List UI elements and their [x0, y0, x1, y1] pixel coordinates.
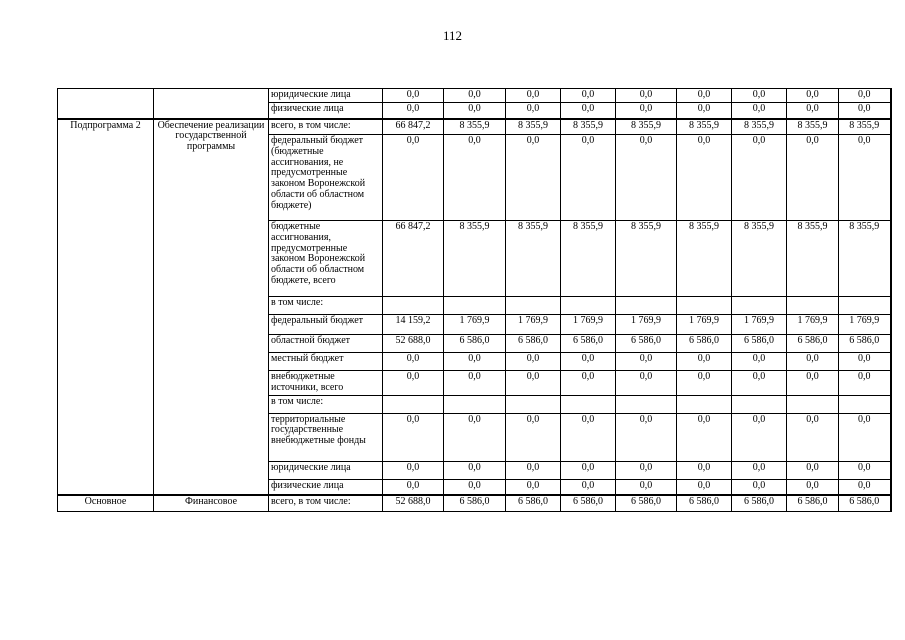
amount-cell: 0,0	[561, 353, 616, 371]
amount-cell: 6 586,0	[616, 495, 677, 511]
amount-cell: 6 586,0	[787, 495, 839, 511]
amount-cell: 0,0	[383, 461, 444, 479]
funding-source-label: всего, в том числе:	[269, 119, 383, 135]
amount-cell: 6 586,0	[839, 335, 891, 353]
amount-cell: 0,0	[444, 371, 506, 396]
amount-cell: 66 847,2	[383, 221, 444, 297]
amount-cell: 0,0	[732, 89, 787, 103]
funding-source-label: всего, в том числе:	[269, 495, 383, 511]
amount-cell: 0,0	[616, 371, 677, 396]
amount-cell: 0,0	[616, 461, 677, 479]
amount-cell: 0,0	[787, 461, 839, 479]
funding-source-label: федеральный бюджет (бюджетные ассигнования, не предусмотренные законом Воронежской области об областном бюджете)	[269, 135, 383, 221]
amount-cell: 1 769,9	[732, 315, 787, 335]
subprogram-name-cell: Обеспечение реализации государственной программы	[154, 119, 269, 496]
amount-cell: 0,0	[732, 461, 787, 479]
amount-cell: 0,0	[677, 413, 732, 461]
amount-cell: 8 355,9	[839, 221, 891, 297]
amount-cell: 0,0	[616, 479, 677, 495]
empty-cell	[154, 89, 269, 119]
amount-cell: 8 355,9	[732, 119, 787, 135]
amount-cell: 1 769,9	[444, 315, 506, 335]
amount-cell: 8 355,9	[616, 119, 677, 135]
amount-cell: 0,0	[561, 461, 616, 479]
amount-cell	[616, 297, 677, 315]
funding-source-label: юридические лица	[269, 89, 383, 103]
page-number: 112	[442, 28, 463, 43]
amount-cell	[787, 395, 839, 413]
amount-cell: 0,0	[561, 413, 616, 461]
amount-cell: 0,0	[561, 371, 616, 396]
amount-cell: 0,0	[839, 103, 891, 119]
amount-cell: 0,0	[383, 413, 444, 461]
amount-cell: 0,0	[561, 89, 616, 103]
amount-cell: 8 355,9	[677, 119, 732, 135]
amount-cell: 0,0	[383, 89, 444, 103]
amount-cell: 6 586,0	[787, 335, 839, 353]
funding-source-label: федеральный бюджет	[269, 315, 383, 335]
amount-cell: 6 586,0	[444, 335, 506, 353]
amount-cell: 6 586,0	[561, 495, 616, 511]
amount-cell: 0,0	[839, 89, 891, 103]
amount-cell: 1 769,9	[787, 315, 839, 335]
amount-cell: 0,0	[383, 371, 444, 396]
amount-cell: 6 586,0	[839, 495, 891, 511]
funding-source-label: физические лица	[269, 479, 383, 495]
amount-cell	[839, 297, 891, 315]
amount-cell: 0,0	[616, 135, 677, 221]
amount-cell: 0,0	[732, 371, 787, 396]
amount-cell: 1 769,9	[561, 315, 616, 335]
amount-cell: 8 355,9	[561, 221, 616, 297]
event-status-cell: Основное	[58, 495, 154, 511]
amount-cell: 0,0	[677, 371, 732, 396]
amount-cell: 66 847,2	[383, 119, 444, 135]
amount-cell: 0,0	[506, 479, 561, 495]
amount-cell: 8 355,9	[839, 119, 891, 135]
amount-cell: 0,0	[383, 135, 444, 221]
amount-cell: 8 355,9	[787, 119, 839, 135]
amount-cell: 0,0	[677, 89, 732, 103]
amount-cell: 0,0	[506, 89, 561, 103]
amount-cell: 0,0	[616, 353, 677, 371]
amount-cell: 1 769,9	[839, 315, 891, 335]
funding-table	[57, 88, 892, 512]
table-row	[58, 119, 891, 135]
amount-cell: 0,0	[616, 413, 677, 461]
amount-cell: 0,0	[839, 413, 891, 461]
amount-cell: 0,0	[444, 479, 506, 495]
amount-cell: 8 355,9	[732, 221, 787, 297]
amount-cell: 0,0	[787, 89, 839, 103]
amount-cell	[506, 297, 561, 315]
amount-cell: 0,0	[444, 89, 506, 103]
funding-source-label: бюджетные ассигнования, предусмотренные законом Воронежской области об областном бюджете, всего	[269, 221, 383, 297]
amount-cell	[787, 297, 839, 315]
amount-cell: 0,0	[506, 413, 561, 461]
amount-cell: 1 769,9	[616, 315, 677, 335]
amount-cell: 0,0	[839, 461, 891, 479]
amount-cell: 0,0	[677, 461, 732, 479]
amount-cell: 0,0	[444, 135, 506, 221]
subprogram-status-cell: Подпрограмма 2	[58, 119, 154, 496]
amount-cell: 0,0	[561, 103, 616, 119]
amount-cell	[732, 395, 787, 413]
empty-cell	[58, 89, 154, 119]
amount-cell: 6 586,0	[677, 335, 732, 353]
amount-cell: 8 355,9	[787, 221, 839, 297]
amount-cell: 8 355,9	[561, 119, 616, 135]
amount-cell: 0,0	[506, 461, 561, 479]
amount-cell: 0,0	[732, 353, 787, 371]
amount-cell: 0,0	[732, 135, 787, 221]
amount-cell: 0,0	[383, 479, 444, 495]
funding-source-label: в том числе:	[269, 395, 383, 413]
amount-cell: 6 586,0	[732, 335, 787, 353]
amount-cell: 0,0	[839, 135, 891, 221]
amount-cell: 0,0	[839, 353, 891, 371]
funding-source-label: внебюджетные источники, всего	[269, 371, 383, 396]
amount-cell	[732, 297, 787, 315]
amount-cell: 0,0	[677, 479, 732, 495]
amount-cell: 0,0	[787, 479, 839, 495]
amount-cell	[677, 297, 732, 315]
amount-cell: 6 586,0	[506, 495, 561, 511]
amount-cell	[616, 395, 677, 413]
amount-cell: 0,0	[561, 135, 616, 221]
funding-source-label: местный бюджет	[269, 353, 383, 371]
amount-cell: 0,0	[444, 103, 506, 119]
amount-cell: 0,0	[787, 413, 839, 461]
table-row	[58, 495, 891, 511]
amount-cell: 8 355,9	[444, 119, 506, 135]
amount-cell: 0,0	[732, 103, 787, 119]
amount-cell: 0,0	[561, 479, 616, 495]
amount-cell: 0,0	[787, 135, 839, 221]
amount-cell: 0,0	[677, 353, 732, 371]
amount-cell	[444, 395, 506, 413]
amount-cell	[839, 395, 891, 413]
amount-cell: 0,0	[787, 353, 839, 371]
amount-cell: 0,0	[677, 135, 732, 221]
amount-cell: 0,0	[506, 353, 561, 371]
event-name-cell: Финансовое	[154, 495, 269, 511]
amount-cell: 0,0	[677, 103, 732, 119]
amount-cell	[383, 395, 444, 413]
amount-cell: 0,0	[444, 353, 506, 371]
amount-cell: 6 586,0	[561, 335, 616, 353]
amount-cell: 6 586,0	[732, 495, 787, 511]
amount-cell	[561, 395, 616, 413]
amount-cell: 14 159,2	[383, 315, 444, 335]
amount-cell: 0,0	[383, 353, 444, 371]
amount-cell: 6 586,0	[444, 495, 506, 511]
amount-cell	[561, 297, 616, 315]
funding-source-label: юридические лица	[269, 461, 383, 479]
amount-cell: 0,0	[839, 479, 891, 495]
amount-cell: 0,0	[839, 371, 891, 396]
funding-source-label: территориальные государственные внебюджетные фонды	[269, 413, 383, 461]
amount-cell	[677, 395, 732, 413]
amount-cell: 0,0	[787, 103, 839, 119]
amount-cell: 8 355,9	[444, 221, 506, 297]
amount-cell: 0,0	[506, 103, 561, 119]
amount-cell: 6 586,0	[677, 495, 732, 511]
amount-cell: 0,0	[383, 103, 444, 119]
amount-cell: 8 355,9	[506, 221, 561, 297]
amount-cell: 8 355,9	[616, 221, 677, 297]
amount-cell: 0,0	[732, 479, 787, 495]
funding-source-label: физические лица	[269, 103, 383, 119]
table-row	[58, 89, 891, 103]
amount-cell: 0,0	[506, 135, 561, 221]
amount-cell	[444, 297, 506, 315]
amount-cell	[506, 395, 561, 413]
amount-cell: 8 355,9	[506, 119, 561, 135]
amount-cell: 0,0	[444, 413, 506, 461]
amount-cell: 0,0	[732, 413, 787, 461]
amount-cell: 0,0	[616, 89, 677, 103]
amount-cell: 0,0	[616, 103, 677, 119]
amount-cell	[383, 297, 444, 315]
amount-cell: 0,0	[787, 371, 839, 396]
funding-source-label: в том числе:	[269, 297, 383, 315]
amount-cell: 6 586,0	[616, 335, 677, 353]
amount-cell: 52 688,0	[383, 495, 444, 511]
amount-cell: 8 355,9	[677, 221, 732, 297]
funding-source-label: областной бюджет	[269, 335, 383, 353]
amount-cell: 52 688,0	[383, 335, 444, 353]
amount-cell: 0,0	[444, 461, 506, 479]
amount-cell: 1 769,9	[506, 315, 561, 335]
amount-cell: 6 586,0	[506, 335, 561, 353]
amount-cell: 0,0	[506, 371, 561, 396]
amount-cell: 1 769,9	[677, 315, 732, 335]
